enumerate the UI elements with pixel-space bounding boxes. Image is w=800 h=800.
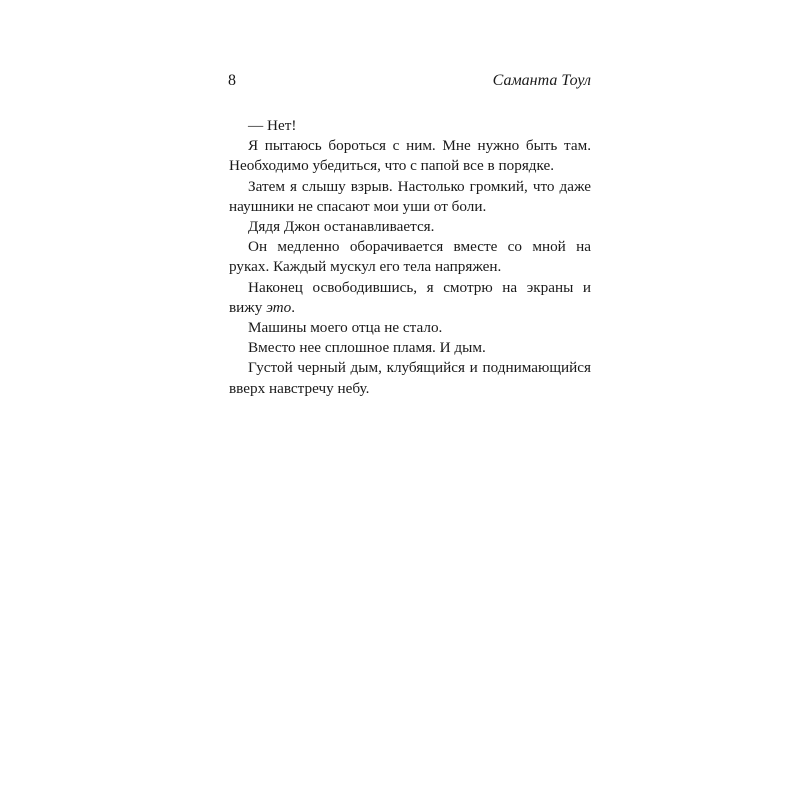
paragraph: Густой черный дым, клубящийся и поднимающийся вверх навстречу небу. (229, 359, 591, 397)
paragraph: Дядя Джон останавливается. (248, 218, 435, 236)
paragraph: Затем я слышу взрыв. Настолько громкий, что даже наушники не спасают мои уши от боли. (229, 177, 591, 215)
running-head-author: Саманта Тоул (492, 72, 591, 89)
paragraph: Машины моего отца не стало. (248, 319, 443, 337)
paragraph-text: Наконец освободившись, я смотрю на экраны и вижу (229, 278, 591, 316)
paragraph: — Нет! (248, 117, 297, 134)
paragraph: Вместо нее сплошное пламя. И дым. (248, 339, 486, 357)
paragraph-text: . (291, 298, 296, 316)
paragraph (229, 278, 591, 318)
page-number: 8 (228, 72, 236, 89)
paragraph: Я пытаюсь бороться с ним. Мне нужно быть там. Необходимо убедиться, что с папой все в порядке. (229, 137, 591, 175)
paragraph: Он медленно оборачивается вместе со мной на руках. Каждый мускул его тела напряжен. (229, 238, 591, 276)
body-text (229, 116, 591, 399)
italic-emphasis: это (266, 298, 292, 316)
page-header (228, 72, 591, 94)
